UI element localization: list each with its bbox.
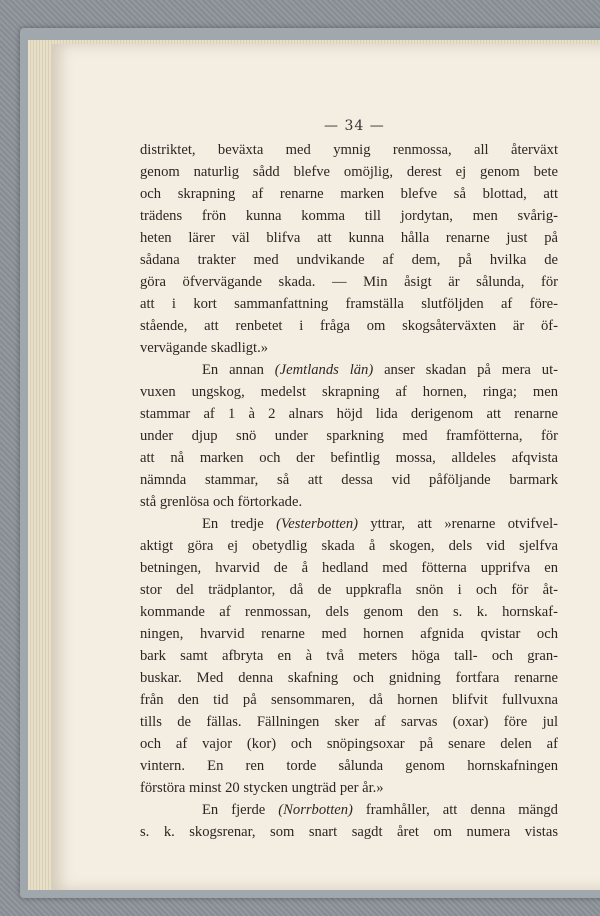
- text-line: förstöra minst 20 stycken ungträd per år.»: [140, 780, 384, 796]
- text-line: stor del trädplantor, då de uppkrafla snön i och för åt-: [140, 582, 558, 598]
- paragraph-first-line: [202, 800, 558, 820]
- paragraph-first-line: [202, 360, 558, 380]
- text-span: En fjerde: [202, 802, 279, 818]
- text-line: från den tid på sensommaren, då hornen blifvit fullvuxna: [140, 692, 558, 708]
- text-span: En annan: [202, 362, 275, 378]
- text-line: vintern. En ren torde sålunda genom hornskafningen: [140, 758, 558, 774]
- text-line: att i kort sammanfattning framställa slutföljden af före-: [140, 296, 558, 312]
- text-line: tills de fällas. Fällningen sker af sarvas (oxar) före jul: [140, 714, 558, 730]
- text-line: heten lärer väl blifva att kunna hålla renarne just på: [140, 230, 558, 246]
- text-line: och skrapning af renarne marken blefve så blottad, att: [140, 186, 558, 202]
- region-name: (Norrbotten): [278, 802, 353, 818]
- text-line: stå grenlösa och förtorkade.: [140, 494, 303, 510]
- text-line: sådana trakter med undvikande af dem, på hvilka de: [140, 252, 558, 268]
- paragraph-first-line: [202, 514, 558, 534]
- text-line: trädens frön kunna komma till jordytan, men svårig-: [140, 208, 558, 224]
- text-span: En tredje: [202, 516, 277, 532]
- text-line: betningen, hvarvid de å hedland med fötterna upprifva en: [140, 560, 558, 576]
- text-line: vervägande skadligt.»: [140, 340, 269, 356]
- text-line: stammar af 1 à 2 alnars höjd lida derigenom att renarne: [140, 406, 558, 422]
- text-line: s. k. skogsrenar, som snart sagdt året om numera vistas: [140, 824, 558, 840]
- text-span: anser skadan på mera ut-: [373, 362, 558, 378]
- text-span: framhåller, att denna mängd: [352, 802, 558, 818]
- text-line: genom naturlig sådd blefve omöjlig, derest ej genom bete: [140, 164, 558, 180]
- region-name: (Jemtlands län): [274, 362, 374, 378]
- text-line: under djup snö under sparkning med framfötterna, för: [140, 428, 558, 444]
- text-line: vuxen ungskog, medelst skrapning af hornen, ringa; men: [140, 384, 558, 400]
- text-line: och af vajor (kor) och snöpingsoxar på senare delen af: [140, 736, 558, 752]
- text-line: aktigt göra ej obetydlig skada å skogen, dels vid sjelfva: [140, 538, 558, 554]
- text-span: yttrar, att »renarne otvifvel-: [358, 516, 558, 532]
- region-name: (Vesterbotten): [276, 516, 359, 532]
- text-line: stående, att renbetet i fråga om skogsåterväxten är öf-: [140, 318, 558, 334]
- text-line: kommande af renmossan, dels genom den s. k. hornskaf-: [140, 604, 558, 620]
- page-number: — 34 —: [324, 118, 385, 134]
- text-line: ningen, hvarvid renarne med hornen afgnida qvistar och: [140, 626, 558, 642]
- text-line: göra öfvervägande skada. — Min åsigt är sålunda, för: [140, 274, 558, 290]
- text-line: buskar. Med denna skafning och gnidning fortfara renarne: [140, 670, 558, 686]
- text-line: bark samt afbryta en à två meters höga tall- och gran-: [140, 648, 558, 664]
- text-line: att nå marken och der befintlig mossa, alldeles afqvista: [140, 450, 558, 466]
- text-line: distriktet, beväxta med ymnig renmossa, all återväxt: [140, 142, 558, 158]
- text-line: nämnda stammar, så att dessa vid påföljande barmark: [140, 472, 558, 488]
